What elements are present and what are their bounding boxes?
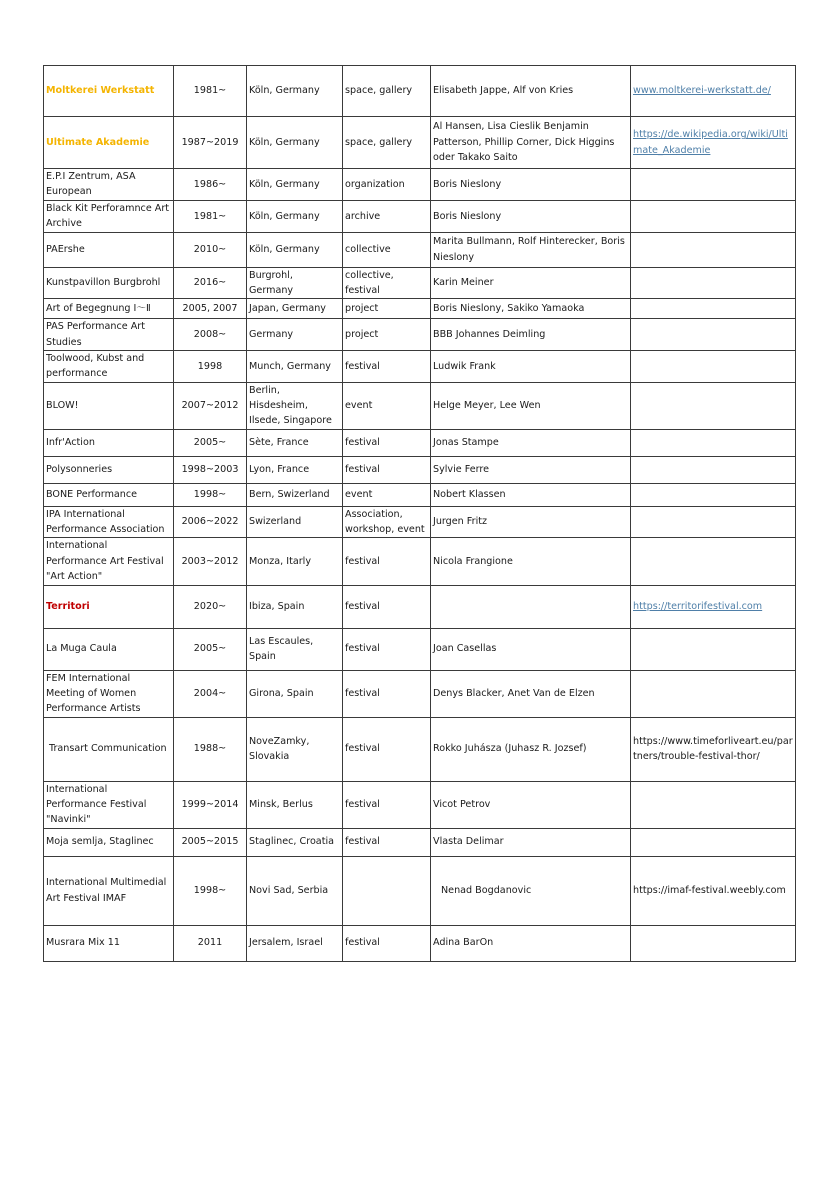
location-cell xyxy=(247,429,343,456)
name-text: Ultimate Akademie xyxy=(46,136,150,148)
location-text: Köln, Germany xyxy=(249,210,320,222)
location-cell xyxy=(247,483,343,506)
name-text: International Multimedial Art Festival IMAF xyxy=(46,877,167,904)
people-text: Vlasta Delimar xyxy=(433,836,504,848)
year-text: 1987~2019 xyxy=(181,136,239,148)
type-text: festival xyxy=(345,836,380,848)
location-cell xyxy=(247,351,343,383)
location-cell xyxy=(247,299,343,319)
type-text: festival xyxy=(345,643,380,655)
people-cell xyxy=(431,585,631,628)
org-name-cell xyxy=(44,299,174,319)
type-cell xyxy=(343,351,431,383)
year-text: 2005~ xyxy=(193,643,227,655)
name-text: Transart Communication xyxy=(49,743,167,755)
location-text: Bern, Swizerland xyxy=(249,489,330,501)
name-text: Musrara Mix 11 xyxy=(46,937,120,949)
name-text: Toolwood, Kubst and performance xyxy=(46,353,145,380)
type-cell xyxy=(343,319,431,351)
table-body xyxy=(44,66,796,962)
url-link[interactable]: https://territorifestival.com xyxy=(633,600,763,612)
url-cell xyxy=(631,670,796,717)
type-cell xyxy=(343,585,431,628)
people-text: Jonas Stampe xyxy=(433,437,499,449)
type-text: festival xyxy=(345,360,380,372)
organizations-table xyxy=(43,65,796,962)
type-cell xyxy=(343,828,431,856)
type-cell xyxy=(343,200,431,232)
year-cell xyxy=(174,299,247,319)
year-text: 2010~ xyxy=(193,244,227,256)
people-cell xyxy=(431,429,631,456)
type-text: collective xyxy=(345,244,391,256)
url-cell xyxy=(631,925,796,961)
type-text: archive xyxy=(345,210,381,222)
org-name-cell xyxy=(44,169,174,201)
table-row xyxy=(44,585,796,628)
org-name-cell xyxy=(44,200,174,232)
table-row xyxy=(44,319,796,351)
year-cell xyxy=(174,925,247,961)
org-name-cell xyxy=(44,925,174,961)
year-text: 2007~2012 xyxy=(181,400,239,412)
name-text: PAS Performance Art Studies xyxy=(46,321,145,348)
people-cell xyxy=(431,828,631,856)
people-cell xyxy=(431,66,631,117)
url-cell xyxy=(631,456,796,483)
year-cell xyxy=(174,429,247,456)
location-text: Munch, Germany xyxy=(249,360,331,372)
org-name-cell xyxy=(44,66,174,117)
type-cell xyxy=(343,66,431,117)
type-text: event xyxy=(345,489,373,501)
url-cell xyxy=(631,117,796,169)
table-row xyxy=(44,456,796,483)
url-cell xyxy=(631,200,796,232)
location-cell xyxy=(247,628,343,670)
table-row xyxy=(44,382,796,429)
name-text: BLOW! xyxy=(46,400,79,412)
location-cell xyxy=(247,717,343,781)
type-text: space, gallery xyxy=(345,136,413,148)
org-name-cell xyxy=(44,538,174,585)
location-text: Lyon, France xyxy=(249,464,310,476)
table-row xyxy=(44,856,796,925)
year-cell xyxy=(174,506,247,538)
year-text: 2005, 2007 xyxy=(182,303,238,315)
org-name-cell xyxy=(44,717,174,781)
type-cell xyxy=(343,670,431,717)
people-text: Helge Meyer, Lee Wen xyxy=(433,400,541,412)
location-text: Minsk, Berlus xyxy=(249,798,313,810)
type-cell xyxy=(343,483,431,506)
name-text: La Muga Caula xyxy=(46,643,117,655)
url-cell xyxy=(631,781,796,828)
people-cell xyxy=(431,670,631,717)
type-text: project xyxy=(345,329,379,341)
type-text: festival xyxy=(345,743,380,755)
year-text: 2006~2022 xyxy=(181,516,239,528)
people-cell xyxy=(431,538,631,585)
location-text: Köln, Germany xyxy=(249,244,320,256)
people-text: Rokko Juhásza (Juhasz R. Jozsef) xyxy=(433,743,587,755)
url-cell xyxy=(631,319,796,351)
type-text: festival xyxy=(345,555,380,567)
year-cell xyxy=(174,117,247,169)
people-text: Nobert Klassen xyxy=(433,489,506,501)
people-text: Nicola Frangione xyxy=(433,555,513,567)
org-name-cell xyxy=(44,267,174,299)
table-row xyxy=(44,781,796,828)
org-name-cell xyxy=(44,319,174,351)
location-text: Monza, Itarly xyxy=(249,555,311,567)
location-text: Staglinec, Croatia xyxy=(249,836,334,848)
table-row xyxy=(44,717,796,781)
location-cell xyxy=(247,506,343,538)
table-row xyxy=(44,538,796,585)
year-text: 2016~ xyxy=(193,277,227,289)
type-cell xyxy=(343,628,431,670)
year-cell xyxy=(174,670,247,717)
url-cell xyxy=(631,66,796,117)
location-cell xyxy=(247,117,343,169)
table-row xyxy=(44,670,796,717)
people-text: Al Hansen, Lisa Cieslik Benjamin Patterson, Phillip Corner, Dick Higgins oder Takako Saito xyxy=(433,121,615,164)
year-cell xyxy=(174,169,247,201)
year-cell xyxy=(174,267,247,299)
url-cell xyxy=(631,299,796,319)
name-text: Territori xyxy=(46,600,90,612)
type-text: collective, festival xyxy=(345,269,394,297)
org-name-cell xyxy=(44,429,174,456)
type-cell xyxy=(343,382,431,429)
location-cell xyxy=(247,538,343,585)
org-name-cell xyxy=(44,828,174,856)
table-row xyxy=(44,628,796,670)
year-text: 2005~ xyxy=(193,437,227,449)
year-text: 2003~2012 xyxy=(181,555,239,567)
year-cell xyxy=(174,856,247,925)
name-text: Moja semlja, Staglinec xyxy=(46,836,154,848)
people-cell xyxy=(431,319,631,351)
location-cell xyxy=(247,828,343,856)
table-row xyxy=(44,925,796,961)
name-text: International Performance Festival "Navinki" xyxy=(46,783,147,826)
people-text: BBB Johannes Deimling xyxy=(433,329,546,341)
org-name-cell xyxy=(44,351,174,383)
people-text: Karin Meiner xyxy=(433,277,494,289)
name-text: FEM International Meeting of Women Performance Artists xyxy=(46,672,141,715)
year-cell xyxy=(174,66,247,117)
location-cell xyxy=(247,267,343,299)
year-cell xyxy=(174,781,247,828)
year-cell xyxy=(174,538,247,585)
type-cell xyxy=(343,538,431,585)
name-text: Moltkerei Werkstatt xyxy=(46,85,155,97)
location-text: Berlin, Hisdesheim, Ilsede, Singapore xyxy=(249,384,332,427)
location-cell xyxy=(247,781,343,828)
people-cell xyxy=(431,856,631,925)
people-cell xyxy=(431,232,631,267)
people-text: Joan Casellas xyxy=(433,643,497,655)
location-text: Sète, France xyxy=(249,437,309,449)
year-cell xyxy=(174,319,247,351)
url-text: https://imaf-festival.weebly.com xyxy=(633,884,786,896)
people-cell xyxy=(431,351,631,383)
name-text: IPA International Performance Association xyxy=(46,508,165,536)
year-text: 1999~2014 xyxy=(181,798,239,810)
year-text: 2004~ xyxy=(193,687,227,699)
people-text: Denys Blacker, Anet Van de Elzen xyxy=(433,687,595,699)
people-text: Adina BarOn xyxy=(433,937,494,949)
org-name-cell xyxy=(44,483,174,506)
table-row xyxy=(44,169,796,201)
table-row xyxy=(44,506,796,538)
location-cell xyxy=(247,319,343,351)
url-link[interactable]: https://de.wikipedia.org/wiki/Ultimate_Akademie xyxy=(633,129,788,156)
people-cell xyxy=(431,117,631,169)
year-cell xyxy=(174,717,247,781)
table-row xyxy=(44,299,796,319)
people-text: Vicot Petrov xyxy=(433,798,491,810)
name-text: Kunstpavillon Burgbrohl xyxy=(46,277,161,289)
name-text: E.P.I Zentrum, ASA European xyxy=(46,171,136,198)
url-cell xyxy=(631,429,796,456)
people-cell xyxy=(431,506,631,538)
type-text: organization xyxy=(345,178,405,190)
type-cell xyxy=(343,856,431,925)
org-name-cell xyxy=(44,232,174,267)
url-cell xyxy=(631,483,796,506)
name-text: PAErshe xyxy=(46,244,85,256)
people-cell xyxy=(431,382,631,429)
location-text: Köln, Germany xyxy=(249,178,320,190)
year-text: 2005~2015 xyxy=(181,836,239,848)
people-text: Jurgen Fritz xyxy=(433,516,488,528)
people-text: Nenad Bogdanovic xyxy=(441,884,532,896)
org-name-cell xyxy=(44,781,174,828)
url-link[interactable]: www.moltkerei-werkstatt.de/ xyxy=(633,85,771,97)
location-text: Germany xyxy=(249,329,294,341)
year-cell xyxy=(174,828,247,856)
year-text: 1998~2003 xyxy=(181,464,239,476)
org-name-cell xyxy=(44,382,174,429)
people-cell xyxy=(431,299,631,319)
type-text: festival xyxy=(345,937,380,949)
url-cell xyxy=(631,828,796,856)
year-text: 1981~ xyxy=(193,85,227,97)
year-cell xyxy=(174,628,247,670)
name-text: Polysonneries xyxy=(46,464,113,476)
type-text: festival xyxy=(345,798,380,810)
org-name-cell xyxy=(44,506,174,538)
location-text: Las Escaules, Spain xyxy=(249,635,314,662)
type-cell xyxy=(343,717,431,781)
people-text: Boris Nieslony xyxy=(433,210,502,222)
year-text: 1998~ xyxy=(193,884,227,896)
year-text: 1981~ xyxy=(193,210,227,222)
table-row xyxy=(44,351,796,383)
year-text: 1998 xyxy=(197,360,223,372)
url-cell xyxy=(631,382,796,429)
type-cell xyxy=(343,506,431,538)
people-cell xyxy=(431,267,631,299)
org-name-cell xyxy=(44,628,174,670)
year-text: 2008~ xyxy=(193,329,227,341)
people-text: Elisabeth Jappe, Alf von Kries xyxy=(433,85,574,97)
type-cell xyxy=(343,429,431,456)
location-cell xyxy=(247,585,343,628)
year-text: 1998~ xyxy=(193,489,227,501)
type-cell xyxy=(343,117,431,169)
name-text: International Performance Art Festival "Art Action" xyxy=(46,540,164,583)
type-text: Association, workshop, event xyxy=(345,508,425,536)
year-cell xyxy=(174,232,247,267)
people-cell xyxy=(431,628,631,670)
year-cell xyxy=(174,351,247,383)
url-cell xyxy=(631,351,796,383)
url-text: https://www.timeforliveart.eu/partners/trouble-festival-thor/ xyxy=(633,735,793,763)
year-text: 1986~ xyxy=(193,178,227,190)
name-text: Art of Begegnung Ⅰ～Ⅱ xyxy=(46,303,151,315)
people-cell xyxy=(431,483,631,506)
location-text: Burgrohl, Germany xyxy=(249,269,294,297)
url-cell xyxy=(631,538,796,585)
people-cell xyxy=(431,456,631,483)
org-name-cell xyxy=(44,117,174,169)
year-cell xyxy=(174,200,247,232)
location-cell xyxy=(247,456,343,483)
url-cell xyxy=(631,585,796,628)
location-cell xyxy=(247,670,343,717)
location-text: Japan, Germany xyxy=(249,303,326,315)
name-text: Black Kit Perforamnce Art Archive xyxy=(46,202,170,230)
location-cell xyxy=(247,232,343,267)
location-text: Köln, Germany xyxy=(249,85,320,97)
year-text: 2020~ xyxy=(193,600,227,612)
location-text: Köln, Germany xyxy=(249,136,320,148)
org-name-cell xyxy=(44,585,174,628)
people-text: Marita Bullmann, Rolf Hinterecker, Boris Nieslony xyxy=(433,236,625,263)
people-text: Sylvie Ferre xyxy=(433,464,490,476)
people-cell xyxy=(431,200,631,232)
type-cell xyxy=(343,456,431,483)
url-cell xyxy=(631,856,796,925)
table-row xyxy=(44,267,796,299)
url-cell xyxy=(631,717,796,781)
url-cell xyxy=(631,267,796,299)
type-cell xyxy=(343,925,431,961)
people-cell xyxy=(431,717,631,781)
table-row xyxy=(44,117,796,169)
people-text: Ludwik Frank xyxy=(433,360,496,372)
type-cell xyxy=(343,299,431,319)
people-text: Boris Nieslony xyxy=(433,178,502,190)
table-row xyxy=(44,66,796,117)
type-text: space, gallery xyxy=(345,85,413,97)
type-text: event xyxy=(345,400,373,412)
location-cell xyxy=(247,169,343,201)
year-cell xyxy=(174,483,247,506)
org-name-cell xyxy=(44,456,174,483)
year-cell xyxy=(174,382,247,429)
location-cell xyxy=(247,856,343,925)
year-text: 1988~ xyxy=(193,743,227,755)
table-row xyxy=(44,200,796,232)
location-cell xyxy=(247,66,343,117)
location-text: Girona, Spain xyxy=(249,687,314,699)
type-text: festival xyxy=(345,464,380,476)
location-text: Swizerland xyxy=(249,516,302,528)
url-cell xyxy=(631,232,796,267)
type-cell xyxy=(343,267,431,299)
org-name-cell xyxy=(44,670,174,717)
table-row xyxy=(44,232,796,267)
type-cell xyxy=(343,781,431,828)
type-text: festival xyxy=(345,687,380,699)
url-cell xyxy=(631,628,796,670)
people-text: Boris Nieslony, Sakiko Yamaoka xyxy=(433,303,585,315)
location-text: Novi Sad, Serbia xyxy=(249,884,329,896)
people-cell xyxy=(431,169,631,201)
table-row xyxy=(44,828,796,856)
type-cell xyxy=(343,169,431,201)
table-row xyxy=(44,429,796,456)
location-cell xyxy=(247,925,343,961)
year-cell xyxy=(174,585,247,628)
type-text: project xyxy=(345,303,379,315)
location-text: NoveZamky, Slovakia xyxy=(249,735,310,763)
type-text: festival xyxy=(345,600,380,612)
table-row xyxy=(44,483,796,506)
org-name-cell xyxy=(44,856,174,925)
year-text: 2011 xyxy=(197,937,223,949)
location-cell xyxy=(247,200,343,232)
year-cell xyxy=(174,456,247,483)
people-cell xyxy=(431,925,631,961)
location-cell xyxy=(247,382,343,429)
url-cell xyxy=(631,506,796,538)
name-text: Infr'Action xyxy=(46,437,95,449)
url-cell xyxy=(631,169,796,201)
name-text: BONE Performance xyxy=(46,489,138,501)
type-cell xyxy=(343,232,431,267)
type-text: festival xyxy=(345,437,380,449)
people-cell xyxy=(431,781,631,828)
location-text: Ibiza, Spain xyxy=(249,600,305,612)
location-text: Jersalem, Israel xyxy=(249,937,323,949)
